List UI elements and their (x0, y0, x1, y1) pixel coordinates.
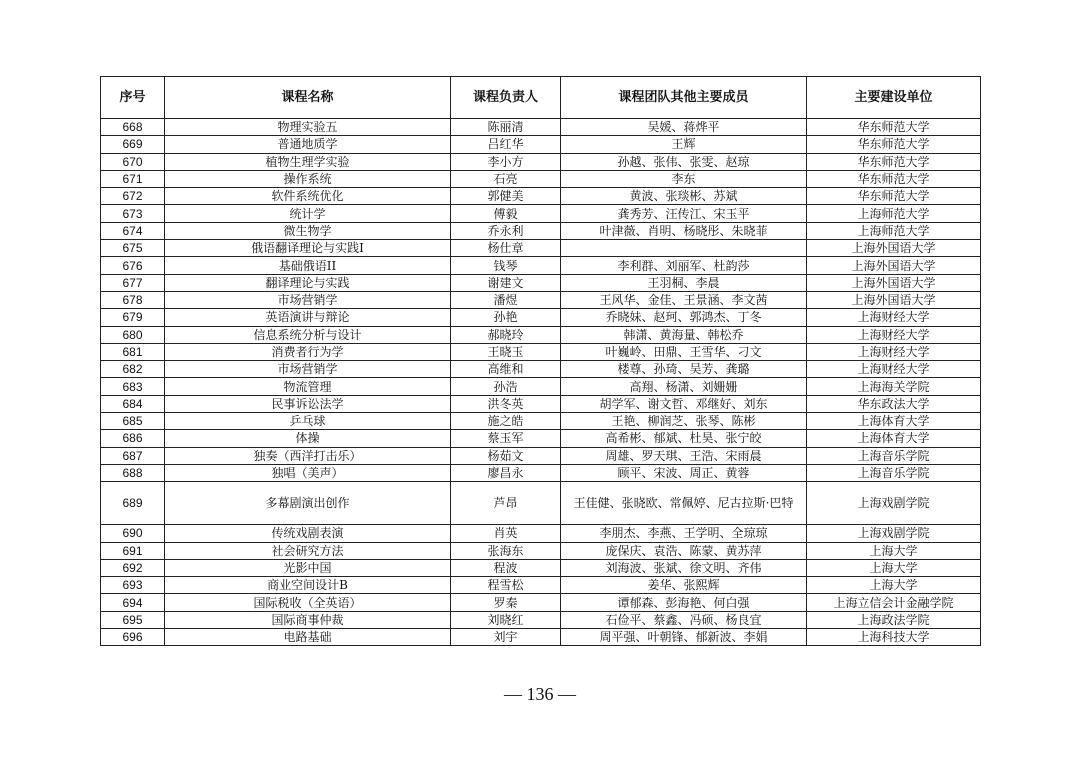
cell-course-lead: 李小方 (451, 153, 561, 170)
cell-team-members: 李利群、刘丽军、杜韵莎 (561, 257, 807, 274)
cell-institution: 上海音乐学院 (807, 447, 981, 464)
header-institution: 主要建设单位 (807, 77, 981, 119)
cell-course-name: 国际商事仲裁 (165, 611, 451, 628)
cell-institution: 上海大学 (807, 559, 981, 576)
cell-course-name: 软件系统优化 (165, 188, 451, 205)
cell-team-members: 龚秀芳、汪传江、宋玉平 (561, 205, 807, 222)
cell-team-members: 顾平、宋波、周正、黄蓉 (561, 464, 807, 481)
table-row (101, 326, 981, 343)
cell-course-lead: 罗秦 (451, 594, 561, 611)
cell-index: 668 (101, 119, 165, 136)
cell-index: 690 (101, 525, 165, 542)
cell-team-members: 楼尊、孙琦、吴芳、龚璐 (561, 361, 807, 378)
cell-index: 696 (101, 629, 165, 646)
table-row (101, 170, 981, 187)
cell-course-lead: 施之皓 (451, 413, 561, 430)
cell-course-lead: 钱琴 (451, 257, 561, 274)
table-row (101, 343, 981, 360)
cell-course-name: 市场营销学 (165, 361, 451, 378)
cell-course-lead: 刘晓红 (451, 611, 561, 628)
cell-course-lead: 程雪松 (451, 577, 561, 594)
header-team-members: 课程团队其他主要成员 (561, 77, 807, 119)
table-row (101, 464, 981, 481)
table-row (101, 274, 981, 291)
table-row (101, 611, 981, 628)
table-row (101, 430, 981, 447)
cell-course-lead: 刘宇 (451, 629, 561, 646)
cell-institution: 上海外国语大学 (807, 257, 981, 274)
cell-index: 687 (101, 447, 165, 464)
cell-index: 682 (101, 361, 165, 378)
cell-team-members: 周雄、罗天琪、王浩、宋雨晨 (561, 447, 807, 464)
cell-institution: 华东师范大学 (807, 188, 981, 205)
table-row (101, 222, 981, 239)
cell-index: 669 (101, 136, 165, 153)
cell-course-name: 商业空间设计B (165, 577, 451, 594)
cell-course-name: 独奏（西洋打击乐） (165, 447, 451, 464)
cell-team-members: 韩潇、黄海量、韩松乔 (561, 326, 807, 343)
cell-institution: 华东师范大学 (807, 153, 981, 170)
course-table (100, 76, 981, 646)
cell-course-lead: 孙浩 (451, 378, 561, 395)
cell-index: 688 (101, 464, 165, 481)
cell-course-name: 体操 (165, 430, 451, 447)
table-row (101, 482, 981, 525)
cell-course-lead: 郭健美 (451, 188, 561, 205)
table-row (101, 153, 981, 170)
table-row (101, 291, 981, 308)
cell-index: 689 (101, 482, 165, 525)
cell-index: 678 (101, 291, 165, 308)
cell-team-members: 乔晓妹、赵珂、郭鸿杰、丁冬 (561, 309, 807, 326)
cell-team-members: 高翔、杨潇、刘姗姗 (561, 378, 807, 395)
cell-course-lead: 石亮 (451, 170, 561, 187)
cell-index: 672 (101, 188, 165, 205)
cell-institution: 上海戏剧学院 (807, 525, 981, 542)
cell-institution: 上海立信会计金融学院 (807, 594, 981, 611)
cell-course-name: 民事诉讼法学 (165, 395, 451, 412)
cell-course-lead: 肖英 (451, 525, 561, 542)
cell-index: 673 (101, 205, 165, 222)
cell-index: 695 (101, 611, 165, 628)
cell-course-lead: 高维和 (451, 361, 561, 378)
cell-institution: 上海外国语大学 (807, 291, 981, 308)
cell-course-name: 微生物学 (165, 222, 451, 239)
cell-team-members: 王辉 (561, 136, 807, 153)
cell-index: 694 (101, 594, 165, 611)
cell-index: 676 (101, 257, 165, 274)
cell-index: 670 (101, 153, 165, 170)
cell-institution: 华东师范大学 (807, 136, 981, 153)
cell-team-members: 王羽桐、李晨 (561, 274, 807, 291)
table-row (101, 559, 981, 576)
cell-institution: 上海戏剧学院 (807, 482, 981, 525)
cell-index: 692 (101, 559, 165, 576)
cell-index: 681 (101, 343, 165, 360)
cell-team-members: 叶巍岭、田鼎、王雪华、刁文 (561, 343, 807, 360)
cell-course-lead: 杨茹文 (451, 447, 561, 464)
cell-index: 683 (101, 378, 165, 395)
cell-team-members: 高希彬、郁斌、杜昊、张宁皎 (561, 430, 807, 447)
cell-course-lead: 谢建文 (451, 274, 561, 291)
cell-course-name: 物理实验五 (165, 119, 451, 136)
cell-institution: 华东师范大学 (807, 170, 981, 187)
cell-team-members: 黄波、张琰彬、苏斌 (561, 188, 807, 205)
cell-team-members: 孙越、张伟、张雯、赵琼 (561, 153, 807, 170)
cell-institution: 上海体育大学 (807, 413, 981, 430)
table-row (101, 413, 981, 430)
table-row (101, 395, 981, 412)
cell-index: 686 (101, 430, 165, 447)
cell-course-lead: 张海东 (451, 542, 561, 559)
cell-course-lead: 陈丽清 (451, 119, 561, 136)
cell-course-name: 翻译理论与实践 (165, 274, 451, 291)
table-row (101, 594, 981, 611)
cell-institution: 上海音乐学院 (807, 464, 981, 481)
cell-institution: 上海海关学院 (807, 378, 981, 395)
cell-index: 679 (101, 309, 165, 326)
table-row (101, 240, 981, 257)
cell-team-members: 李东 (561, 170, 807, 187)
cell-institution: 上海体育大学 (807, 430, 981, 447)
cell-institution: 上海大学 (807, 542, 981, 559)
table-row (101, 629, 981, 646)
cell-index: 691 (101, 542, 165, 559)
table-row (101, 188, 981, 205)
cell-team-members: 周平强、叶朝锋、郁新波、李娟 (561, 629, 807, 646)
table-row (101, 378, 981, 395)
cell-course-lead: 程波 (451, 559, 561, 576)
cell-course-lead: 孙艳 (451, 309, 561, 326)
cell-team-members: 王艳、柳润芝、张琴、陈彬 (561, 413, 807, 430)
cell-course-name: 乒乓球 (165, 413, 451, 430)
cell-course-name: 普通地质学 (165, 136, 451, 153)
cell-institution: 上海政法学院 (807, 611, 981, 628)
table-row (101, 361, 981, 378)
cell-institution: 上海财经大学 (807, 326, 981, 343)
cell-course-lead: 王晓玉 (451, 343, 561, 360)
cell-institution: 华东师范大学 (807, 119, 981, 136)
cell-team-members: 谭郁森、彭海艳、何白强 (561, 594, 807, 611)
header-course-name: 课程名称 (165, 77, 451, 119)
cell-team-members: 王风华、金佳、王景涵、李文茜 (561, 291, 807, 308)
cell-course-name: 操作系统 (165, 170, 451, 187)
cell-course-name: 光影中国 (165, 559, 451, 576)
header-course-lead: 课程负责人 (451, 77, 561, 119)
cell-institution: 上海外国语大学 (807, 274, 981, 291)
table-row (101, 525, 981, 542)
cell-institution: 华东政法大学 (807, 395, 981, 412)
cell-team-members: 石俭平、蔡鑫、冯硕、杨良宜 (561, 611, 807, 628)
cell-course-name: 社会研究方法 (165, 542, 451, 559)
cell-index: 674 (101, 222, 165, 239)
cell-course-lead: 吕红华 (451, 136, 561, 153)
cell-course-name: 基础俄语II (165, 257, 451, 274)
cell-course-name: 英语演讲与辩论 (165, 309, 451, 326)
cell-institution: 上海大学 (807, 577, 981, 594)
cell-course-lead: 蔡玉军 (451, 430, 561, 447)
cell-team-members: 庞保庆、袁浩、陈蒙、黄苏萍 (561, 542, 807, 559)
cell-course-name: 多幕剧演出创作 (165, 482, 451, 525)
table-row (101, 257, 981, 274)
cell-course-name: 消费者行为学 (165, 343, 451, 360)
cell-index: 684 (101, 395, 165, 412)
cell-course-name: 植物生理学实验 (165, 153, 451, 170)
cell-institution: 上海财经大学 (807, 309, 981, 326)
cell-course-name: 物流管理 (165, 378, 451, 395)
cell-course-lead: 廖昌永 (451, 464, 561, 481)
cell-team-members: 吴媛、蒋烨平 (561, 119, 807, 136)
cell-team-members: 胡学军、谢文哲、邓继好、刘东 (561, 395, 807, 412)
cell-course-lead: 洪冬英 (451, 395, 561, 412)
cell-team-members: 李朋杰、李燕、王学明、全琼琼 (561, 525, 807, 542)
cell-team-members: 刘海波、张斌、徐文明、齐伟 (561, 559, 807, 576)
cell-team-members: 叶津薇、肖明、杨晓彤、朱晓菲 (561, 222, 807, 239)
cell-institution: 上海外国语大学 (807, 240, 981, 257)
table-row (101, 309, 981, 326)
cell-index: 671 (101, 170, 165, 187)
cell-course-lead: 傅毅 (451, 205, 561, 222)
header-index: 序号 (101, 77, 165, 119)
table-row (101, 205, 981, 222)
page-number: — 136 — (504, 684, 576, 704)
cell-course-name: 独唱（美声） (165, 464, 451, 481)
cell-institution: 上海财经大学 (807, 361, 981, 378)
cell-course-name: 市场营销学 (165, 291, 451, 308)
cell-course-lead: 芦昂 (451, 482, 561, 525)
table-row (101, 447, 981, 464)
table-row (101, 577, 981, 594)
cell-index: 675 (101, 240, 165, 257)
cell-institution: 上海师范大学 (807, 222, 981, 239)
cell-course-name: 信息系统分析与设计 (165, 326, 451, 343)
cell-course-name: 统计学 (165, 205, 451, 222)
cell-institution: 上海科技大学 (807, 629, 981, 646)
cell-course-name: 电路基础 (165, 629, 451, 646)
cell-institution: 上海师范大学 (807, 205, 981, 222)
cell-team-members (561, 240, 807, 257)
cell-course-lead: 潘煜 (451, 291, 561, 308)
cell-team-members: 姜华、张熙辉 (561, 577, 807, 594)
cell-course-name: 传统戏剧表演 (165, 525, 451, 542)
cell-course-lead: 杨仕章 (451, 240, 561, 257)
cell-course-name: 国际税收（全英语） (165, 594, 451, 611)
table-header-row (101, 77, 981, 119)
cell-course-name: 俄语翻译理论与实践I (165, 240, 451, 257)
table-row (101, 119, 981, 136)
table-row (101, 542, 981, 559)
cell-index: 677 (101, 274, 165, 291)
cell-institution: 上海财经大学 (807, 343, 981, 360)
table-row (101, 136, 981, 153)
cell-index: 685 (101, 413, 165, 430)
cell-course-lead: 乔永利 (451, 222, 561, 239)
cell-index: 693 (101, 577, 165, 594)
cell-team-members: 王佳健、张晓欧、常佩婷、尼古拉斯·巴特 (561, 482, 807, 525)
cell-course-lead: 郝晓玲 (451, 326, 561, 343)
table-body (101, 119, 981, 646)
cell-index: 680 (101, 326, 165, 343)
